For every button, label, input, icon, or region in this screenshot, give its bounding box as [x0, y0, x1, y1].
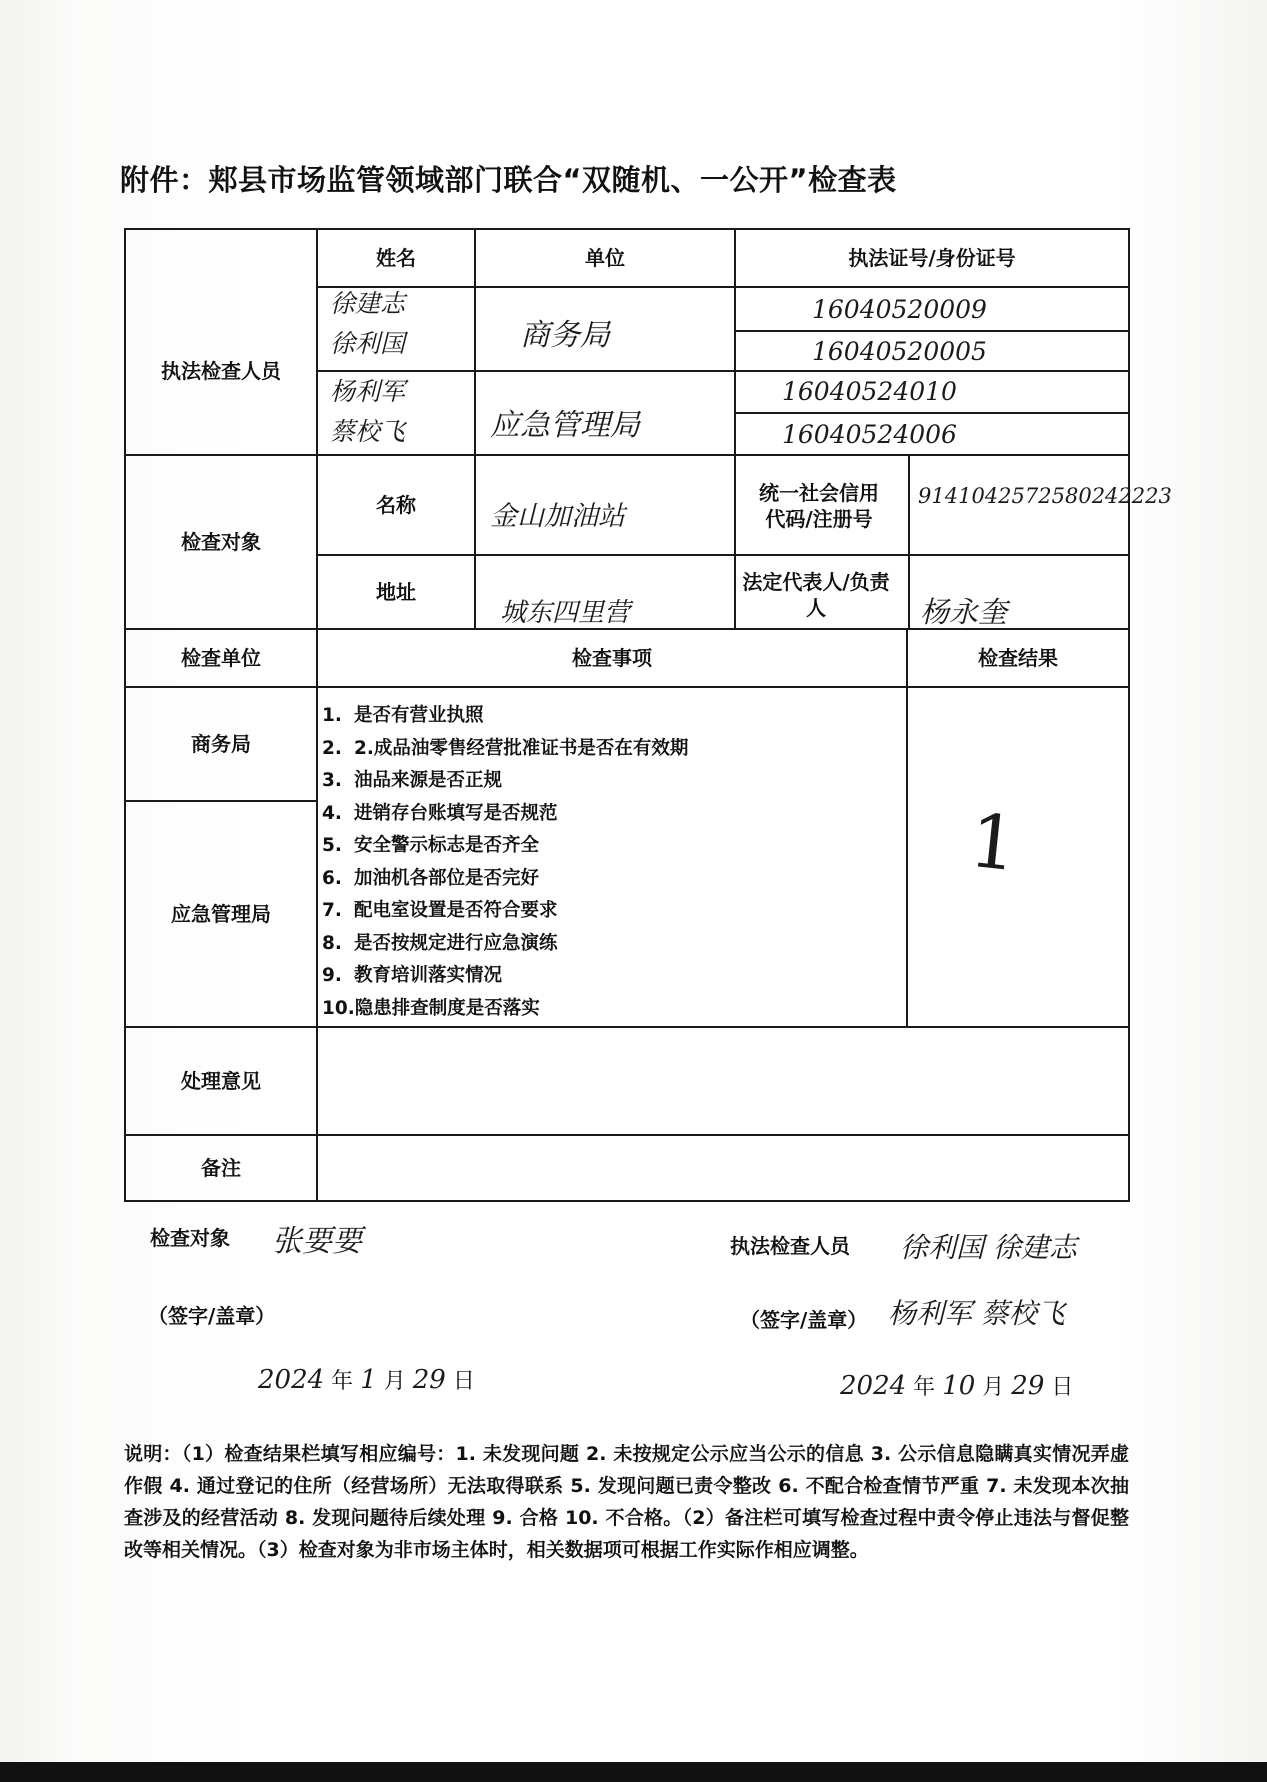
- list-item: 4. 进销存台账填写是否规范: [322, 802, 558, 824]
- document-title: 附件：郏县市场监管领域部门联合“双随机、一公开”检查表: [120, 163, 897, 197]
- list-item: 9. 教育培训落实情况: [322, 965, 503, 986]
- items-header: 检查事项: [572, 646, 652, 670]
- table-border-right: [1128, 228, 1130, 1202]
- target-date-month: 1: [360, 1365, 377, 1395]
- credit-code-label: 统一社会信用代码/注册号: [759, 481, 879, 531]
- inspector-sign-date: [840, 1370, 1073, 1401]
- instructions-note: 说明：（1）检查结果栏填写相应编号：1. 未发现问题 2. 未按规定公示应当公示的信息 3. 公示信息隐瞒真实情况弄虚作假 4. 通过登记的住所（经营场所）无法取得联系 5. 发现问题已责令整改 6. 不配合检查情节严重 7. 未发现本次抽查涉及的经营活动 8. 发现问题待后续处理 9. 合格 10. 不合格。（2）备注栏可填写检查过程中责令停止违法与督促整改等相关情况。（3）检查对象为非市场主体时，相关数据项可根据工作实际作相应调整。: [124, 1443, 1129, 1561]
- target-label-divider: [474, 454, 476, 628]
- inspector-id-4: 16040524006: [782, 420, 957, 449]
- table-border-bottom: [124, 1200, 1130, 1202]
- id-row-divider-2: [734, 370, 1130, 372]
- target-date-year-char: 年: [331, 1369, 354, 1394]
- inspector-signature-line2: 杨利军 蔡校飞: [888, 1297, 1065, 1330]
- target-signature: 张要要: [272, 1224, 362, 1259]
- target-name-value: 金山加油站: [490, 501, 625, 532]
- col-id-header: 执法证号/身份证号: [848, 246, 1016, 270]
- inspector-signature-line1: 徐利国 徐建志: [900, 1231, 1077, 1264]
- legal-rep-label: 法定代表人/负责人: [742, 570, 890, 620]
- remark-label: 备注: [201, 1156, 241, 1180]
- col-unit-header: 单位: [585, 246, 625, 270]
- inspect-unit-label: 检查单位: [181, 646, 261, 670]
- list-item: 10.隐患排查制度是否落实: [322, 997, 540, 1019]
- inspector-id-2: 16040520005: [812, 337, 987, 366]
- inspector-date-month-char: 月: [982, 1375, 1005, 1400]
- inspectors-header-divider: [316, 286, 1130, 288]
- inspection-items-list: [322, 700, 902, 1025]
- inspectors-label: 执法检查人员: [161, 359, 281, 383]
- target-date-day-char: 日: [452, 1369, 475, 1394]
- inspector-date-day: 29: [1011, 1371, 1045, 1401]
- address-value: 城东四里营: [500, 598, 631, 628]
- credit-code-value: 9141042572580242223: [918, 484, 1172, 508]
- scan-edge-shadow: [0, 1762, 1267, 1782]
- unit-commerce: 商务局: [191, 732, 251, 756]
- id-row-divider-1: [734, 330, 1130, 332]
- inspector-unit-group2: 应急管理局: [490, 408, 640, 443]
- target-date-day: 29: [412, 1365, 446, 1395]
- id-row-divider-3: [734, 412, 1130, 414]
- target-date-month-char: 月: [383, 1369, 406, 1394]
- inspector-sign-label: 执法检查人员: [730, 1234, 850, 1258]
- list-item: 1. 是否有营业执照: [322, 705, 484, 726]
- inspector-date-day-char: 日: [1051, 1375, 1074, 1400]
- inspector-id-3: 16040524010: [782, 377, 957, 406]
- list-item: 7. 配电室设置是否符合要求: [322, 900, 558, 921]
- target-sign-date: [258, 1364, 475, 1395]
- target-name-label: 名称: [376, 493, 416, 517]
- col-name-header: 姓名: [376, 246, 416, 270]
- result-value: 1: [965, 797, 1022, 889]
- target-value-divider: [908, 454, 910, 628]
- label-column-divider: [316, 228, 318, 1202]
- list-item: 2. 2.成品油零售经营批准证书是否在有效期: [322, 737, 689, 759]
- list-item: 5. 安全警示标志是否齐全: [322, 835, 540, 856]
- inspector-names-group1: 徐建志 徐利国: [330, 289, 406, 358]
- list-item: 8. 是否按规定进行应急演练: [322, 932, 558, 954]
- inspector-id-1: 16040520009: [812, 295, 987, 324]
- inspector-seal-label: （签字/盖章）: [740, 1308, 868, 1332]
- opinion-label: 处理意见: [181, 1069, 261, 1093]
- list-item: 6. 加油机各部位是否完好: [322, 867, 540, 889]
- result-header: 检查结果: [978, 646, 1058, 670]
- target-label: 检查对象: [181, 530, 261, 554]
- list-item: 3. 油品来源是否正规: [322, 770, 503, 791]
- inspector-date-year: 2024: [840, 1371, 907, 1401]
- target-date-year: 2024: [258, 1365, 325, 1395]
- unit-emergency: 应急管理局: [171, 902, 271, 926]
- address-label: 地址: [376, 580, 416, 604]
- inspector-names-group2: 杨利军 蔡校飞: [330, 377, 406, 446]
- inspector-date-year-char: 年: [913, 1375, 936, 1400]
- target-sign-label: 检查对象: [150, 1226, 230, 1250]
- legal-rep-value: 杨永奎: [920, 595, 1008, 629]
- target-seal-label: （签字/盖章）: [148, 1304, 276, 1328]
- inspector-date-month: 10: [942, 1371, 976, 1401]
- inspector-unit-group1: 商务局: [520, 318, 610, 353]
